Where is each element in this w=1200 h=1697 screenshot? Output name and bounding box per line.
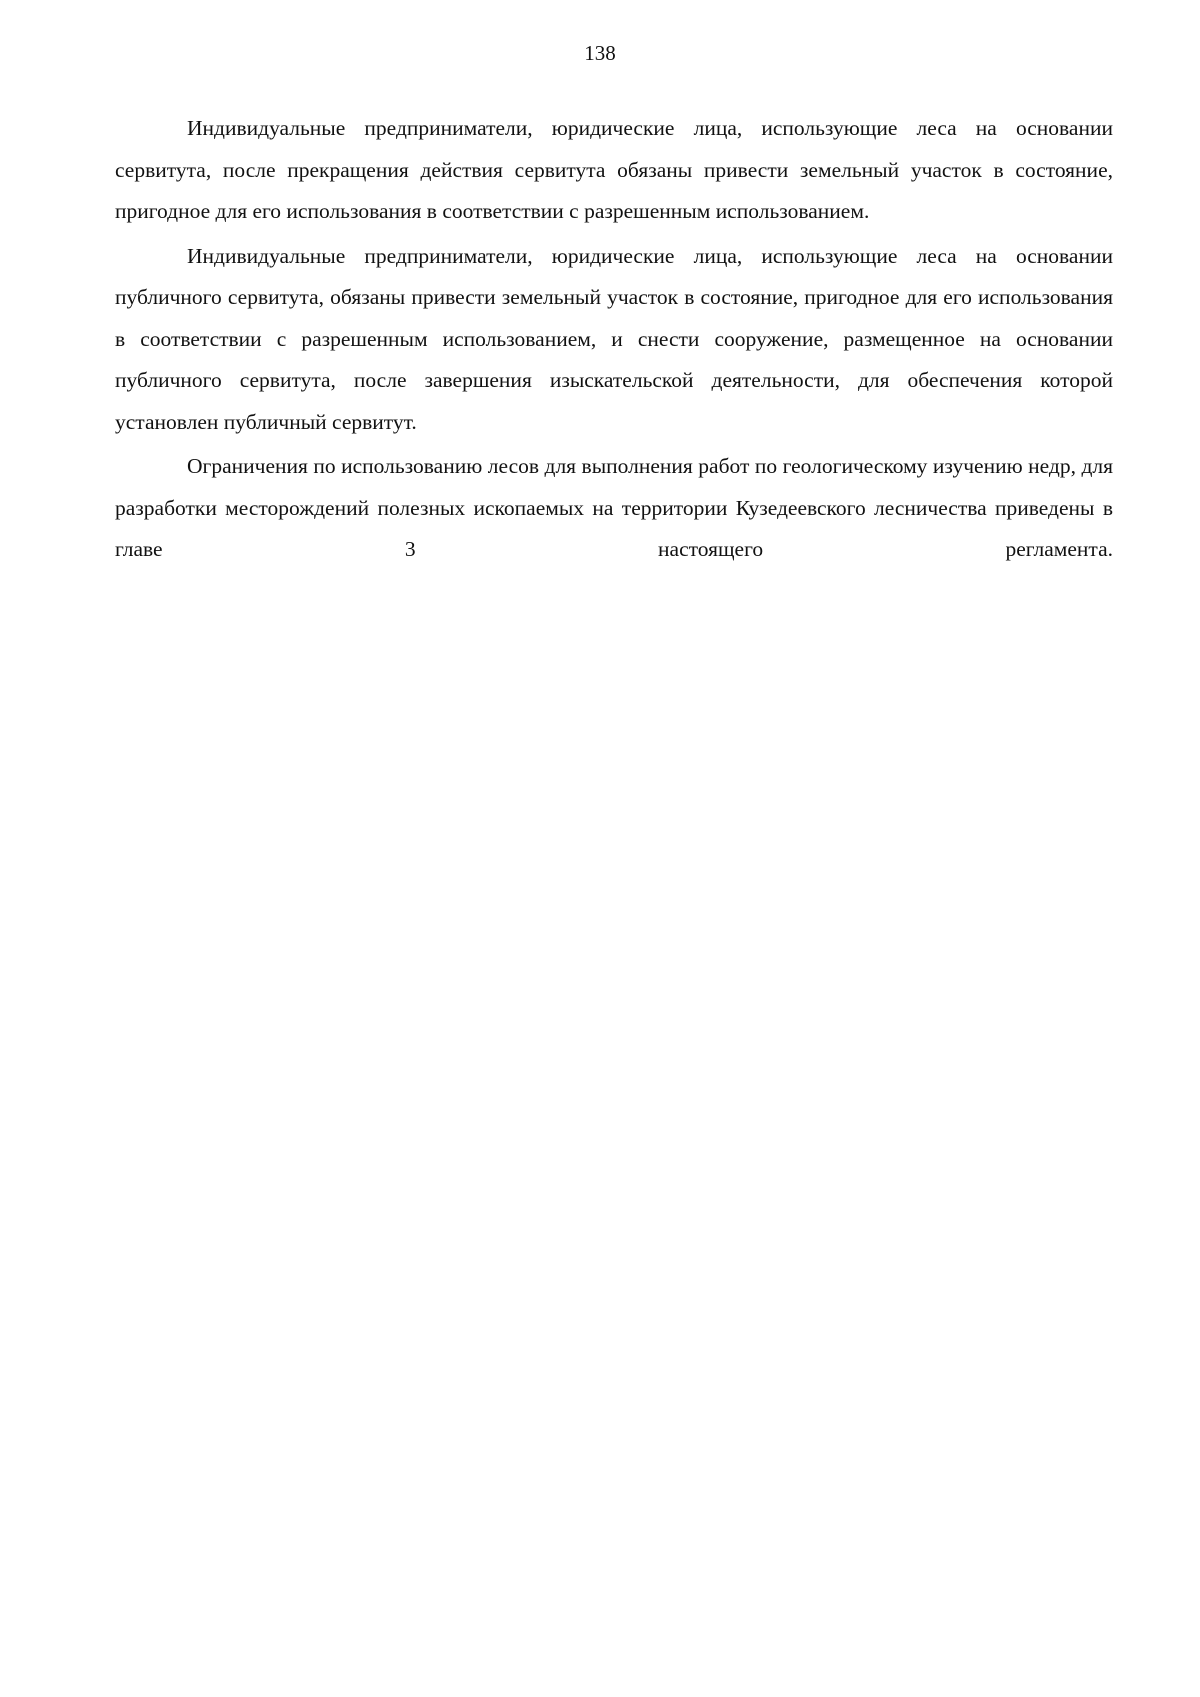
page-number: 138 [584, 41, 616, 65]
paragraph-servitude-obligations: Индивидуальные предприниматели, юридические лица, использующие леса на основании сервитута, после прекращения действия сервитута обязаны привести земельный участок в состояние, пригодное для его использования в соответствии с разрешенным использованием. [115, 116, 1113, 223]
paragraph-public-servitude-obligations: Индивидуальные предприниматели, юридические лица, использующие леса на основании публичного сервитута, обязаны привести земельный участок в состояние, пригодное для его использования в соответствии с разрешенным использованием, и снести сооружение, размещенное на основании публичного сервитута, после завершения изыскательской деятельности, для обеспечения которой установлен публичный сервитут. [115, 243, 1113, 434]
document-body [115, 108, 1113, 574]
paragraph-geology-restrictions: Ограничения по использованию лесов для выполнения работ по геологическому изучению недр, для разработки месторождений полезных ископаемых на территории Кузедеевского лесничества приведены в главе 3 настоящего регламента. [115, 454, 1113, 561]
